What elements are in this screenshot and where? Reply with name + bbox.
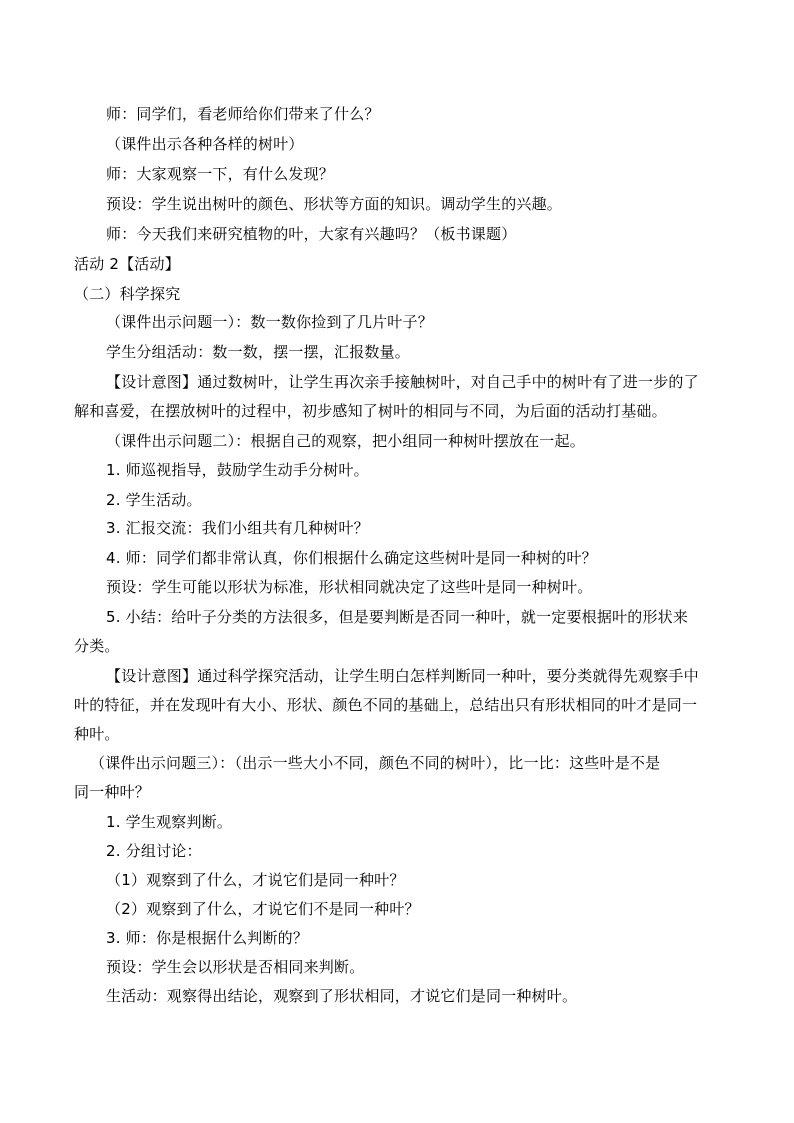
list-item: 1. 师巡视指导，鼓励学生动手分树叶。: [106, 461, 369, 479]
section-subheading: （二）科学探究: [74, 285, 181, 303]
list-item: 1. 学生观察判断。: [106, 813, 233, 831]
text-line: 预设：学生会以形状是否相同来判断。: [106, 958, 365, 976]
list-item: 2. 分组讨论：: [106, 842, 202, 860]
list-item: 3. 汇报交流：我们小组共有几种树叶？: [106, 519, 369, 537]
text-line: 师：大家观察一下，有什么发现？: [106, 165, 335, 183]
design-intent: 【设计意图】通过科学探究活动，让学生明白怎样判断同一种叶，要分类就得先观察手中: [106, 667, 699, 685]
text-line: 解和喜爱，在摆放树叶的过程中，初步感知了树叶的相同与不同，为后面的活动打基础。: [74, 402, 667, 420]
section-heading: 活动 2【活动】: [74, 255, 180, 273]
text-line: 种叶。: [74, 725, 120, 743]
text-line: 师：今天我们来研究植物的叶，大家有兴趣吗？（板书课题）: [106, 225, 517, 243]
list-item: 5. 小结：给叶子分类的方法很多，但是要判断是否同一种叶，就一定要根据叶的形状来: [106, 608, 689, 626]
list-item: （2）观察到了什么，才说它们不是同一种叶？: [106, 900, 420, 918]
text-line: （课件出示各种各样的树叶）: [106, 135, 304, 153]
text-line: 同一种叶？: [74, 783, 151, 801]
list-item: 2. 学生活动。: [106, 491, 202, 509]
text-line: （课件出示问题一）：数一数你捡到了几片叶子？: [106, 313, 433, 331]
text-line: 预设：学生说出树叶的颜色、形状等方面的知识。调动学生的兴趣。: [106, 195, 563, 213]
text-line: 生活动：观察得出结论，观察到了形状相同，才说它们是同一种树叶。: [106, 987, 578, 1005]
list-item: 3. 师：你是根据什么判断的？: [106, 929, 309, 947]
list-item: （1）观察到了什么，才说它们是同一种叶？: [106, 871, 405, 889]
text-line: 师：同学们，看老师给你们带来了什么？: [106, 105, 380, 123]
list-item: 4. 师：同学们都非常认真，你们根据什么确定这些树叶是同一种树的叶？: [106, 549, 597, 567]
design-intent: 【设计意图】通过数树叶，让学生再次亲手接触树叶，对自己手中的树叶有了进一步的了: [106, 373, 699, 391]
text-line: （课件出示问题二）：根据自己的观察，把小组同一种树叶摆放在一起。: [106, 432, 585, 450]
text-line: 预设：学生可能以形状为标准，形状相同就决定了这些叶是同一种树叶。: [106, 578, 593, 596]
text-line: 学生分组活动：数一数，摆一摆，汇报数量。: [106, 343, 411, 361]
text-line: （课件出示问题三）：（出示一些大小不同，颜色不同的树叶），比一比：这些叶是不是: [90, 754, 661, 772]
text-line: 叶的特征，并在发现叶有大小、形状、颜色不同的基础上，总结出只有形状相同的叶才是同一: [74, 696, 698, 714]
text-line: 分类。: [74, 637, 120, 655]
